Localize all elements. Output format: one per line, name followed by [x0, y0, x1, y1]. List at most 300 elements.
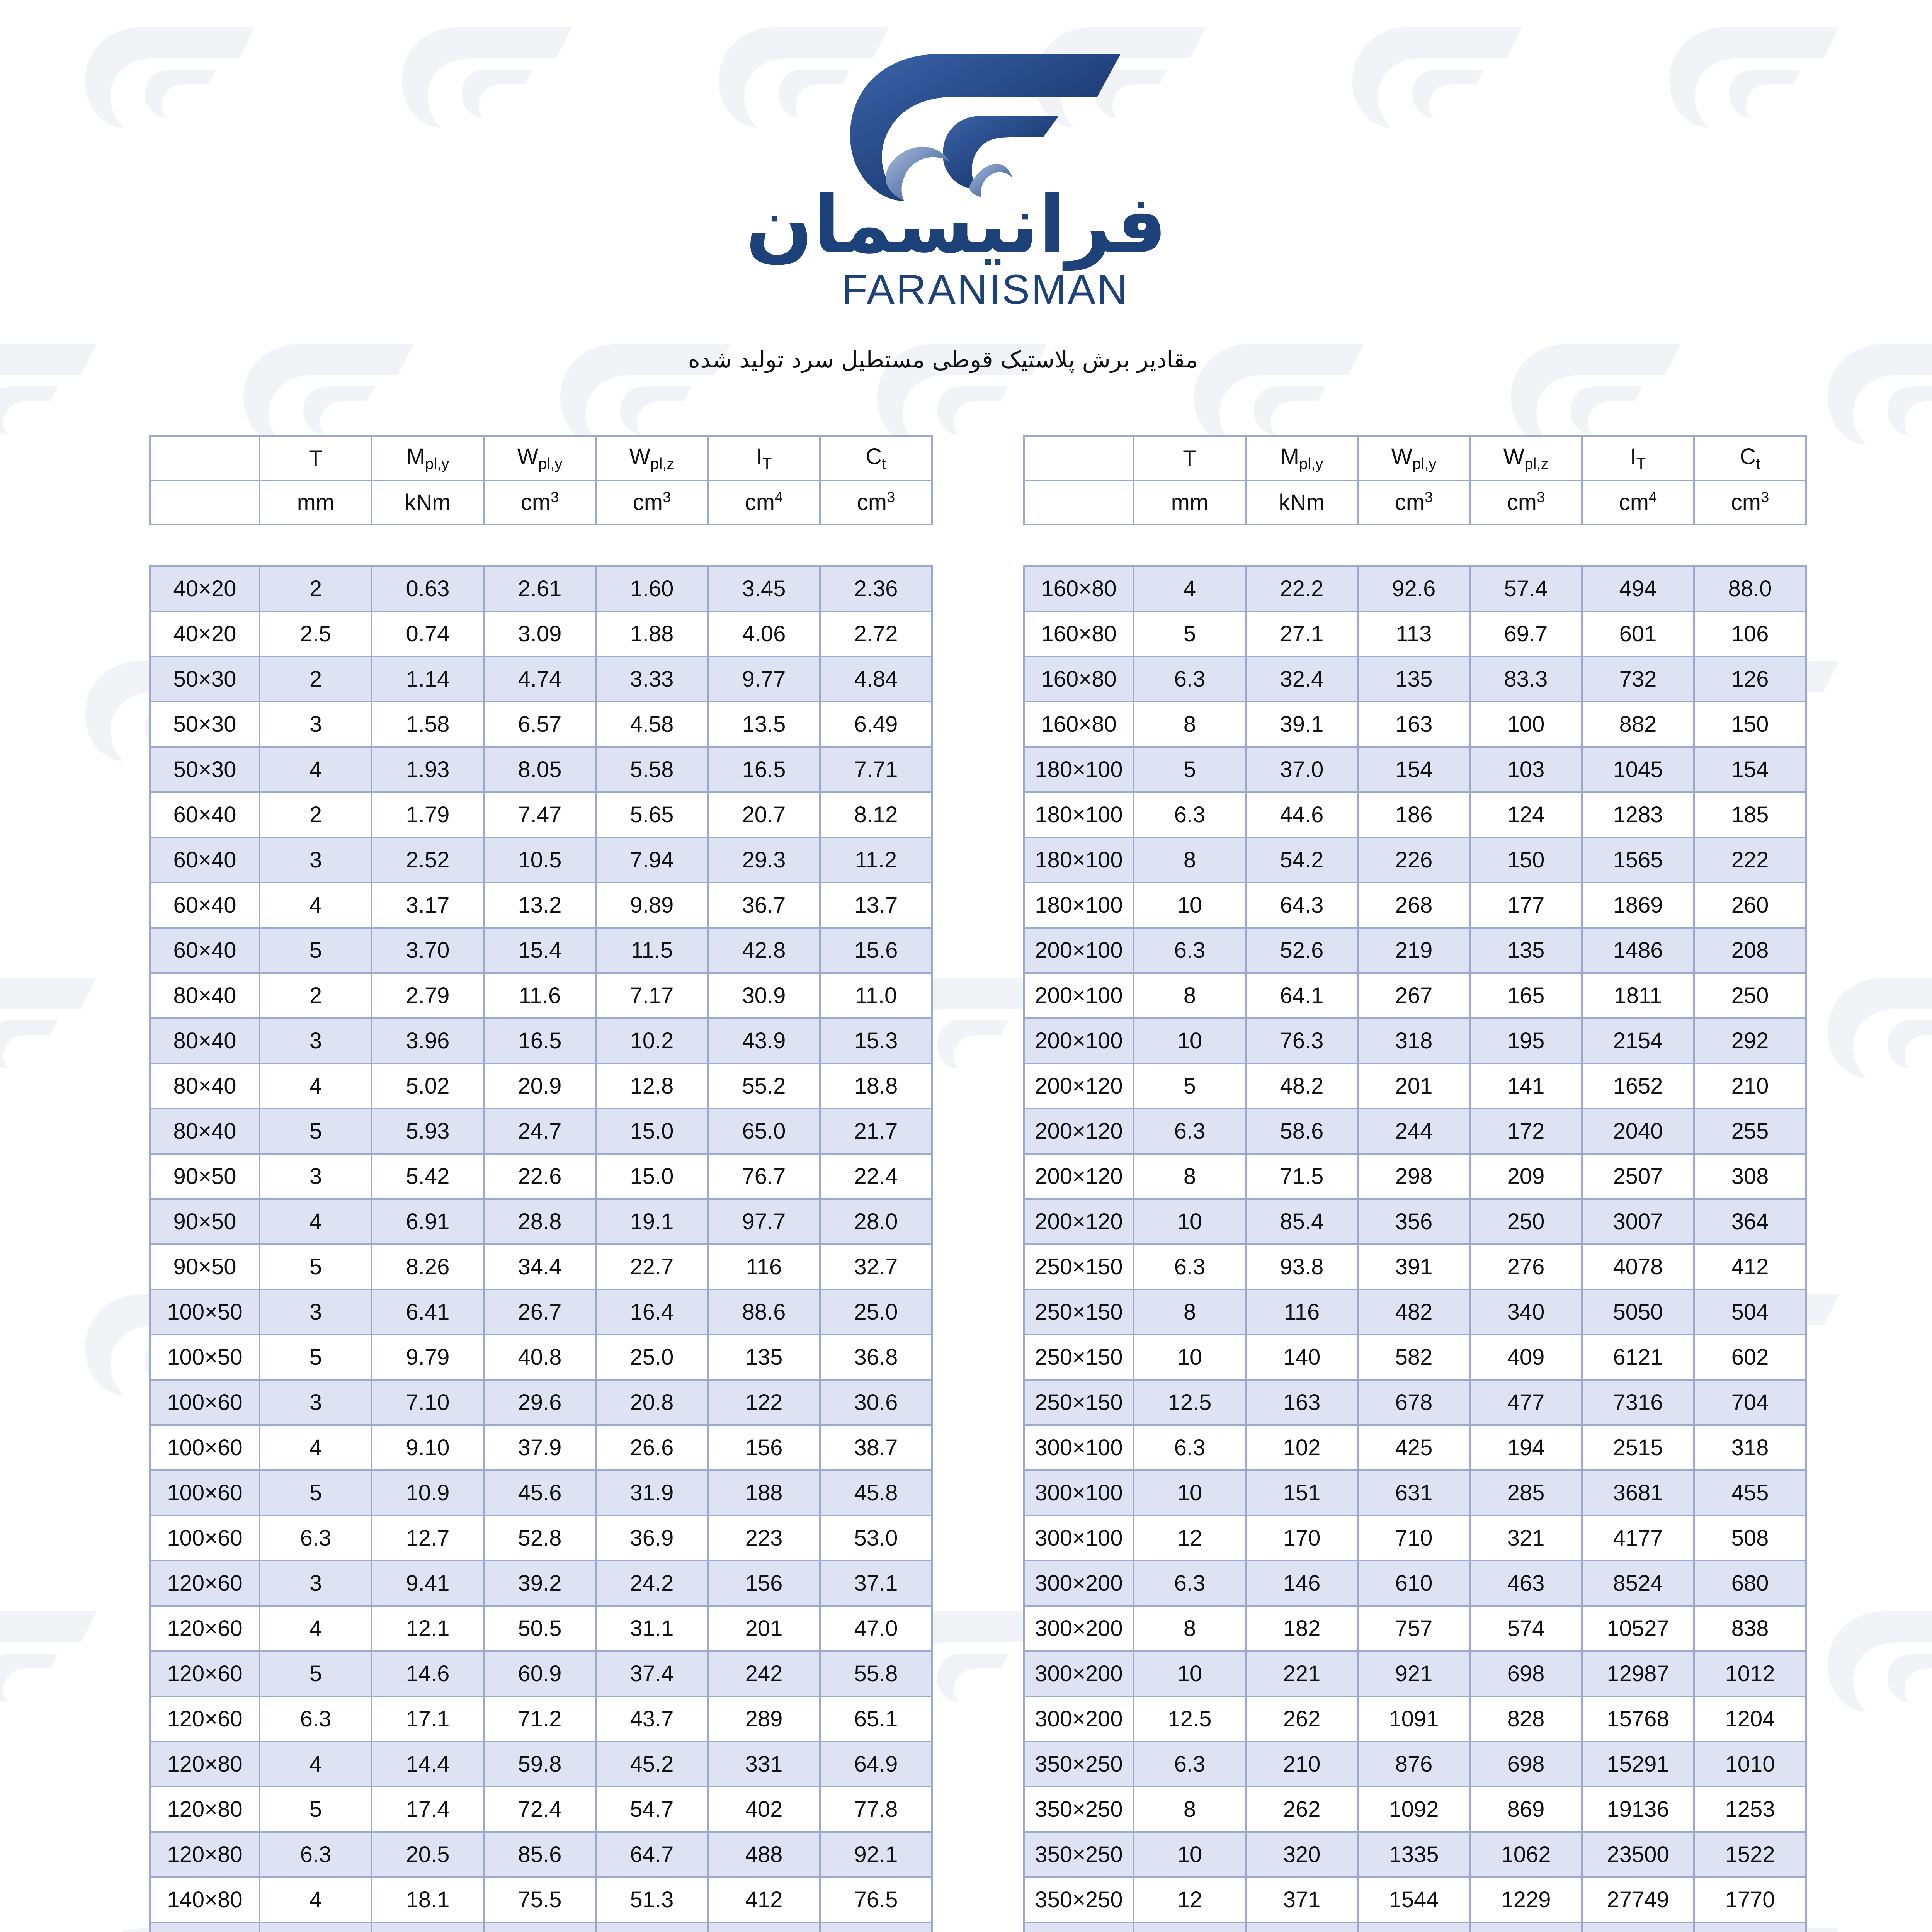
left-table-cell: 2.72: [820, 611, 932, 656]
left-table-cell: 13.7: [820, 883, 932, 928]
left-table-cell: 402: [708, 1787, 820, 1832]
right-table-cell: 1486: [1582, 928, 1694, 973]
left-table-cell: 14.4: [372, 1742, 484, 1787]
left-table-cell: 11.6: [484, 973, 596, 1018]
right-table-cell: 1565: [1582, 837, 1694, 883]
left-table-cell: 156: [708, 1425, 820, 1470]
left-table-cell: 29.6: [484, 1380, 596, 1425]
right-table-row: [1024, 1289, 1806, 1335]
right-table-row: [1024, 1742, 1806, 1787]
left-table-cell: 5: [260, 928, 372, 973]
right-table-cell: 10527: [1582, 1606, 1694, 1651]
left-table-cell: 223: [708, 1515, 820, 1561]
left-table-cell: [484, 1922, 596, 1932]
left-table-row: [150, 1877, 932, 1922]
left-table-cell: 52.8: [484, 1515, 596, 1561]
right-table-cell: 22.2: [1246, 566, 1358, 611]
right-table-cell: 1811: [1582, 973, 1694, 1018]
left-table-cell: 2: [260, 973, 372, 1018]
right-table-cell: 180×100: [1024, 837, 1134, 883]
right-table-cell: 208: [1694, 928, 1806, 973]
right-table-row: [1024, 1651, 1806, 1696]
left-table-cell: 50×30: [150, 747, 260, 792]
right-table-cell: 180×100: [1024, 792, 1134, 837]
left-table-cell: 135: [708, 1335, 820, 1380]
left-table-cell: 60×40: [150, 928, 260, 973]
right-table-cell: 318: [1694, 1425, 1806, 1470]
left-table-cell: 5: [260, 1109, 372, 1154]
right-table-cell: 37.0: [1246, 747, 1358, 792]
right-table-cell: 921: [1358, 1651, 1470, 1696]
left-table-cell: 3: [260, 1561, 372, 1606]
right-table-cell: [1134, 1922, 1246, 1932]
left-table-row: [150, 1515, 932, 1561]
left-table-cell: 6.3: [260, 1832, 372, 1877]
left-table-cell: 9.79: [372, 1335, 484, 1380]
logo-watermark-icon: [81, 23, 259, 139]
left-table-row: [150, 1199, 932, 1244]
left-table-cell: 4: [260, 1199, 372, 1244]
left-table-row: [150, 792, 932, 837]
left-table-cell: 5.65: [596, 792, 708, 837]
left-table-cell: 122: [708, 1380, 820, 1425]
left-table-cell: 60.9: [484, 1651, 596, 1696]
right-table-cell: 172: [1470, 1109, 1582, 1154]
left-table-cell: 8.05: [484, 747, 596, 792]
right-table-cell: 680: [1694, 1561, 1806, 1606]
right-table-cell: 882: [1582, 702, 1694, 747]
right-table-cell: 10: [1134, 1335, 1246, 1380]
left-table-cell: [372, 1922, 484, 1932]
left-header-unit-1: mm: [260, 480, 372, 524]
left-table-cell: 140×80: [150, 1877, 260, 1922]
right-table-cell: 300×200: [1024, 1606, 1134, 1651]
left-table-cell: 13.2: [484, 883, 596, 928]
left-table-cell: 6.3: [260, 1515, 372, 1561]
left-table-cell: 60×40: [150, 883, 260, 928]
right-table-cell: 250×150: [1024, 1244, 1134, 1289]
left-table-cell: 36.8: [820, 1335, 932, 1380]
left-table-row: [150, 1425, 932, 1470]
left-table-cell: 9.89: [596, 883, 708, 928]
left-table-cell: 54.7: [596, 1787, 708, 1832]
left-table-cell: 2: [260, 656, 372, 702]
brand-name-english: FARANISMAN: [842, 266, 1129, 313]
right-table-cell: 23500: [1582, 1832, 1694, 1877]
left-table-cell: 2.79: [372, 973, 484, 1018]
left-table-cell: 15.3: [820, 1018, 932, 1063]
left-table-cell: 9.41: [372, 1561, 484, 1606]
left-table-cell: 3: [260, 1289, 372, 1335]
right-table-cell: 6.3: [1134, 1425, 1246, 1470]
right-table-cell: 300×200: [1024, 1696, 1134, 1742]
left-table-cell: 156: [708, 1561, 820, 1606]
right-table-cell: 482: [1358, 1289, 1470, 1335]
right-table-row: [1024, 566, 1806, 611]
right-table-cell: 300×200: [1024, 1561, 1134, 1606]
left-table-cell: 14.6: [372, 1651, 484, 1696]
right-table-cell: 69.7: [1470, 611, 1582, 656]
right-table-cell: 151: [1246, 1470, 1358, 1515]
left-table-cell: 37.1: [820, 1561, 932, 1606]
logo-watermark-icon: [0, 974, 100, 1090]
left-table-cell: 11.2: [820, 837, 932, 883]
left-table-cell: 17.1: [372, 1696, 484, 1742]
left-table-cell: 11.5: [596, 928, 708, 973]
left-table-cell: 100×60: [150, 1380, 260, 1425]
right-table-cell: 88.0: [1694, 566, 1806, 611]
right-table-cell: 582: [1358, 1335, 1470, 1380]
left-header-unit-4: $cm^3$: [596, 480, 708, 524]
right-table-cell: 8: [1134, 837, 1246, 883]
right-table-cell: 678: [1358, 1380, 1470, 1425]
right-table-cell: 350×250: [1024, 1787, 1134, 1832]
right-table-cell: 48.2: [1246, 1063, 1358, 1109]
right-table-cell: 39.1: [1246, 702, 1358, 747]
right-table-cell: [1024, 1922, 1134, 1932]
left-table-cell: 75.5: [484, 1877, 596, 1922]
right-table-cell: 226: [1358, 837, 1470, 883]
left-table-cell: 40×20: [150, 611, 260, 656]
left-table-cell: 28.8: [484, 1199, 596, 1244]
left-table-cell: 4.58: [596, 702, 708, 747]
left-table-cell: 65.0: [708, 1109, 820, 1154]
right-table-cell: 200×100: [1024, 1018, 1134, 1063]
right-table-cell: 103: [1470, 747, 1582, 792]
right-table-row: [1024, 1832, 1806, 1877]
right-table-cell: 12.5: [1134, 1696, 1246, 1742]
right-header-symbol-6: $C_t$: [1694, 436, 1806, 480]
right-table-row: [1024, 1109, 1806, 1154]
right-table-cell: 3007: [1582, 1199, 1694, 1244]
right-header-symbol-2: $M_{pl,y}$: [1246, 436, 1358, 480]
right-table-cell: 27749: [1582, 1877, 1694, 1922]
right-table-cell: 146: [1246, 1561, 1358, 1606]
left-table-cell: 17.4: [372, 1787, 484, 1832]
left-table-cell: 188: [708, 1470, 820, 1515]
right-table-cell: 8: [1134, 702, 1246, 747]
right-table-cell: 6.3: [1134, 1109, 1246, 1154]
right-table-cell: 150: [1694, 702, 1806, 747]
left-table-cell: 7.94: [596, 837, 708, 883]
left-table-cell: 72.4: [484, 1787, 596, 1832]
right-header-unit-6: $cm^3$: [1694, 480, 1806, 524]
right-table-cell: 321: [1470, 1515, 1582, 1561]
right-table-cell: 6121: [1582, 1335, 1694, 1380]
left-table-cell: 5.93: [372, 1109, 484, 1154]
right-table-cell: 425: [1358, 1425, 1470, 1470]
right-table-row: [1024, 792, 1806, 837]
document-title: مقادیر برش پلاستیک قوطی مستطیل سرد تولید شده: [688, 346, 1198, 373]
left-table-cell: 51.3: [596, 1877, 708, 1922]
right-table-cell: 10: [1134, 1651, 1246, 1696]
right-table-cell: 92.6: [1358, 566, 1470, 611]
right-table-cell: 10: [1134, 1199, 1246, 1244]
left-table-cell: 0.74: [372, 611, 484, 656]
right-table-cell: 2515: [1582, 1425, 1694, 1470]
right-table-cell: 455: [1694, 1470, 1806, 1515]
left-table-row: [150, 1244, 932, 1289]
right-table-cell: 8: [1134, 1289, 1246, 1335]
right-table-row: [1024, 1244, 1806, 1289]
right-table-cell: 292: [1694, 1018, 1806, 1063]
left-table-cell: 40×20: [150, 566, 260, 611]
left-table-cell: 6.91: [372, 1199, 484, 1244]
left-table-cell: 3.09: [484, 611, 596, 656]
left-table-cell: 28.0: [820, 1199, 932, 1244]
right-table-row: [1024, 1380, 1806, 1425]
right-table-row: [1024, 837, 1806, 883]
left-table-cell: 5.42: [372, 1154, 484, 1199]
left-table-cell: 120×60: [150, 1561, 260, 1606]
right-table-cell: 300×100: [1024, 1515, 1134, 1561]
left-table-cell: 2.36: [820, 566, 932, 611]
right-table-cell: 250×150: [1024, 1335, 1134, 1380]
left-table-cell: 4: [260, 1063, 372, 1109]
left-table-row: [150, 1742, 932, 1787]
left-table-cell: 120×80: [150, 1742, 260, 1787]
right-table-row: [1024, 973, 1806, 1018]
right-table-cell: 1229: [1470, 1877, 1582, 1922]
right-table-cell: 12987: [1582, 1651, 1694, 1696]
right-table-row: [1024, 1922, 1806, 1932]
left-table-cell: 18.8: [820, 1063, 932, 1109]
left-table-cell: 20.8: [596, 1380, 708, 1425]
right-table-row: [1024, 1561, 1806, 1606]
right-table-cell: 320: [1246, 1832, 1358, 1877]
left-header-unit-6: $cm^3$: [820, 480, 932, 524]
left-table-cell: 331: [708, 1742, 820, 1787]
right-table-cell: 350×250: [1024, 1742, 1134, 1787]
right-table-cell: 83.3: [1470, 656, 1582, 702]
left-table-row: [150, 1289, 932, 1335]
right-table-cell: 267: [1358, 973, 1470, 1018]
logo-watermark-icon: [1665, 23, 1843, 139]
left-table-cell: 3: [260, 1018, 372, 1063]
right-table-cell: 185: [1694, 792, 1806, 837]
left-table-row: [150, 883, 932, 928]
left-table-cell: [596, 1922, 708, 1932]
left-table-row: [150, 1154, 932, 1199]
left-table-cell: 90×50: [150, 1154, 260, 1199]
left-table-cell: 12.1: [372, 1606, 484, 1651]
right-table-cell: 126: [1694, 656, 1806, 702]
right-table-cell: 221: [1246, 1651, 1358, 1696]
right-table-cell: [1246, 1922, 1358, 1932]
right-table-cell: 308: [1694, 1154, 1806, 1199]
left-header-symbol-6: $C_t$: [820, 436, 932, 480]
right-table-cell: 869: [1470, 1787, 1582, 1832]
left-table-cell: 1.88: [596, 611, 708, 656]
right-table-cell: 262: [1246, 1696, 1358, 1742]
right-table-cell: 1045: [1582, 747, 1694, 792]
right-table-cell: [1470, 1922, 1582, 1932]
left-table-cell: 120×60: [150, 1651, 260, 1696]
right-table-cell: 8: [1134, 1154, 1246, 1199]
left-table-cell: 2: [260, 566, 372, 611]
left-table-cell: 6.3: [260, 1696, 372, 1742]
left-table-cell: 5: [260, 1470, 372, 1515]
left-table-cell: 7.17: [596, 973, 708, 1018]
left-table-cell: 5: [260, 1651, 372, 1696]
right-table-cell: 6.3: [1134, 1244, 1246, 1289]
left-table-cell: 29.3: [708, 837, 820, 883]
right-table-cell: 10: [1134, 1018, 1246, 1063]
left-table-cell: 45.2: [596, 1742, 708, 1787]
right-table-cell: [1582, 1922, 1694, 1932]
right-table-cell: 364: [1694, 1199, 1806, 1244]
right-table-cell: 200×100: [1024, 973, 1134, 1018]
right-table-cell: 574: [1470, 1606, 1582, 1651]
right-table-cell: 186: [1358, 792, 1470, 837]
left-table-cell: 43.9: [708, 1018, 820, 1063]
left-table-cell: 15.0: [596, 1109, 708, 1154]
right-table-cell: 1283: [1582, 792, 1694, 837]
left-header-symbol-5: $I_T$: [708, 436, 820, 480]
right-table-cell: 1770: [1694, 1877, 1806, 1922]
left-table-cell: 1.79: [372, 792, 484, 837]
left-table-cell: 5.02: [372, 1063, 484, 1109]
left-table-cell: 100×50: [150, 1289, 260, 1335]
left-table-cell: 60×40: [150, 837, 260, 883]
right-table-cell: 4078: [1582, 1244, 1694, 1289]
left-table-cell: 1.60: [596, 566, 708, 611]
right-table-cell: 32.4: [1246, 656, 1358, 702]
left-table-row: [150, 702, 932, 747]
right-table-cell: 1544: [1358, 1877, 1470, 1922]
right-table-cell: 19136: [1582, 1787, 1694, 1832]
left-table-cell: 90×50: [150, 1244, 260, 1289]
right-table-cell: 222: [1694, 837, 1806, 883]
left-header-unit-0: [150, 480, 260, 524]
right-table-cell: 8: [1134, 973, 1246, 1018]
left-table-cell: 4: [260, 883, 372, 928]
right-table-cell: 102: [1246, 1425, 1358, 1470]
left-table-cell: 25.0: [596, 1335, 708, 1380]
left-table-row: [150, 1922, 932, 1932]
right-table-cell: 710: [1358, 1515, 1470, 1561]
left-table-cell: 100×60: [150, 1470, 260, 1515]
right-table-cell: 610: [1358, 1561, 1470, 1606]
left-table-cell: 92.1: [820, 1832, 932, 1877]
left-table-cell: 50×30: [150, 702, 260, 747]
right-table-cell: 5: [1134, 611, 1246, 656]
right-table-cell: 1092: [1358, 1787, 1470, 1832]
left-table-cell: 201: [708, 1606, 820, 1651]
right-table-cell: 12: [1134, 1515, 1246, 1561]
left-table-cell: 10.2: [596, 1018, 708, 1063]
left-table-cell: 22.7: [596, 1244, 708, 1289]
left-table-cell: 80×40: [150, 973, 260, 1018]
right-table-cell: 4177: [1582, 1515, 1694, 1561]
right-table-cell: 504: [1694, 1289, 1806, 1335]
left-table-row: [150, 1787, 932, 1832]
right-table-cell: 57.4: [1470, 566, 1582, 611]
left-table-cell: 10.9: [372, 1470, 484, 1515]
left-table-row: [150, 656, 932, 702]
right-table-cell: 1522: [1694, 1832, 1806, 1877]
left-table-cell: [150, 1922, 260, 1932]
left-table-cell: 116: [708, 1244, 820, 1289]
left-table-cell: 16.4: [596, 1289, 708, 1335]
right-table-cell: 106: [1694, 611, 1806, 656]
right-table-cell: 268: [1358, 883, 1470, 928]
left-table-row: [150, 928, 932, 973]
right-table-cell: 44.6: [1246, 792, 1358, 837]
right-table-cell: 300×200: [1024, 1651, 1134, 1696]
right-table-cell: 52.6: [1246, 928, 1358, 973]
left-table-row: [150, 1470, 932, 1515]
left-table-cell: 26.7: [484, 1289, 596, 1335]
right-table-cell: 12.5: [1134, 1380, 1246, 1425]
right-table-cell: 163: [1246, 1380, 1358, 1425]
right-header-symbol-1: T: [1134, 436, 1246, 480]
right-table-cell: 141: [1470, 1063, 1582, 1109]
right-table-cell: 250: [1470, 1199, 1582, 1244]
left-table-cell: 3.33: [596, 656, 708, 702]
right-table-cell: 1869: [1582, 883, 1694, 928]
left-header-unit-2: kNm: [372, 480, 484, 524]
right-table-row: [1024, 1063, 1806, 1109]
left-table-cell: 88.6: [708, 1289, 820, 1335]
left-table-cell: 76.5: [820, 1877, 932, 1922]
left-table-cell: 5: [260, 1787, 372, 1832]
left-table-cell: 30.6: [820, 1380, 932, 1425]
left-table-cell: 6.41: [372, 1289, 484, 1335]
right-table-cell: 409: [1470, 1335, 1582, 1380]
left-table-cell: 16.5: [708, 747, 820, 792]
logo-watermark-icon: [0, 1607, 100, 1723]
left-table-cell: 24.7: [484, 1109, 596, 1154]
left-table-cell: 4: [260, 1742, 372, 1787]
right-table-cell: [1694, 1922, 1806, 1932]
right-table-cell: 350×250: [1024, 1832, 1134, 1877]
logo-watermark-icon: [1349, 23, 1526, 139]
left-table-cell: 9.77: [708, 656, 820, 702]
right-table-cell: 54.2: [1246, 837, 1358, 883]
left-table-cell: 47.0: [820, 1606, 932, 1651]
left-table-row: [150, 566, 932, 611]
left-table-row: [150, 973, 932, 1018]
logo-watermark-icon: [1824, 1607, 1932, 1723]
right-table-cell: 182: [1246, 1606, 1358, 1651]
right-table-cell: 6.3: [1134, 656, 1246, 702]
right-table-cell: 732: [1582, 656, 1694, 702]
logo-watermark-icon: [398, 23, 576, 139]
left-table-cell: 60×40: [150, 792, 260, 837]
right-table-cell: 113: [1358, 611, 1470, 656]
right-table-cell: 1253: [1694, 1787, 1806, 1832]
left-table-cell: 38.7: [820, 1425, 932, 1470]
left-table-cell: 2: [260, 792, 372, 837]
left-table-row: [150, 1561, 932, 1606]
right-table-cell: 876: [1358, 1742, 1470, 1787]
right-table-cell: 160×80: [1024, 702, 1134, 747]
right-table-cell: 704: [1694, 1380, 1806, 1425]
left-table-row: [150, 1651, 932, 1696]
left-table-cell: 16.5: [484, 1018, 596, 1063]
right-table-cell: 698: [1470, 1742, 1582, 1787]
left-table-row: [150, 747, 932, 792]
right-header-symbol-3: $W_{pl,y}$: [1358, 436, 1470, 480]
left-table-row: [150, 1696, 932, 1742]
right-table-cell: 1010: [1694, 1742, 1806, 1787]
right-header-unit-1: mm: [1134, 480, 1246, 524]
left-table-cell: 13.5: [708, 702, 820, 747]
left-table-cell: 1.58: [372, 702, 484, 747]
right-table-cell: 1652: [1582, 1063, 1694, 1109]
left-table-cell: 80×40: [150, 1018, 260, 1063]
